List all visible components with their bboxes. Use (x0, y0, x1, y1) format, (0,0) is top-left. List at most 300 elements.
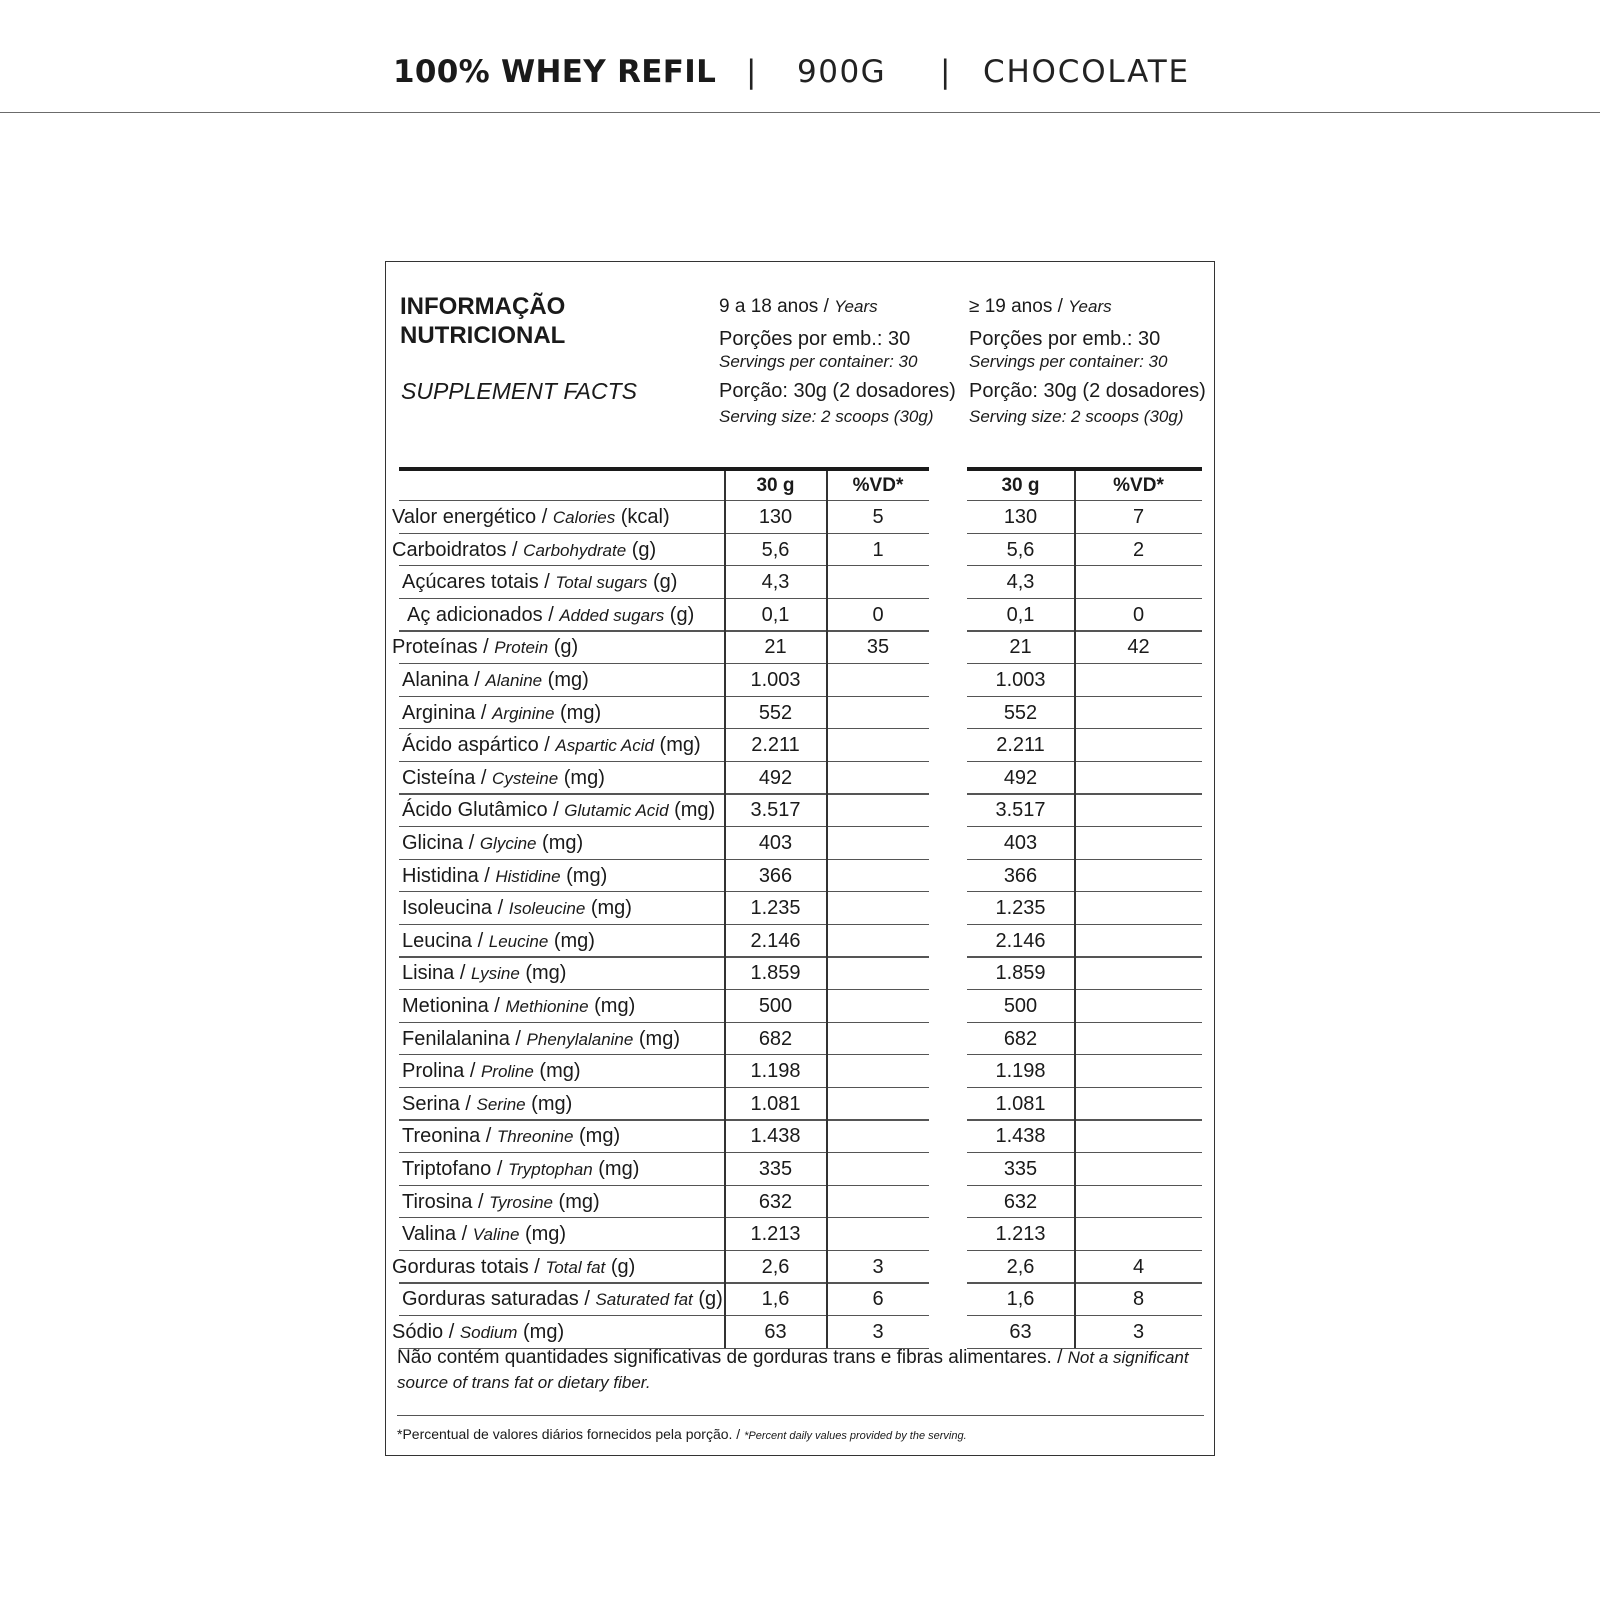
daily-value-cell: 7 (1132, 506, 1145, 528)
nutrient-unit: (mg) (585, 897, 632, 920)
daily-value-cell: 42 (1127, 636, 1150, 659)
label-title-line2: NUTRICIONAL (400, 322, 566, 349)
amount-cell: 500 (1003, 995, 1038, 1017)
nutrient-name (402, 1153, 639, 1186)
daily-value-cell (827, 1023, 929, 1056)
row-divider (967, 956, 1202, 957)
nutrient-name-en: Glycine (479, 834, 537, 853)
amount-cell: 1.438 (995, 1125, 1046, 1148)
amount-cell: 1.081 (995, 1092, 1046, 1115)
product-name: 100% WHEY REFIL (393, 54, 717, 90)
amount-cell: 21 (764, 636, 787, 659)
amount-cell: 0,1 (761, 603, 790, 626)
daily-value-cell (827, 762, 929, 795)
daily-value-cell: 3 (872, 1321, 884, 1343)
table-row (386, 1283, 1216, 1316)
nutrient-name-pt: Glicina / (402, 832, 480, 854)
amount-cell: 366 (758, 864, 793, 887)
nutrient-name-pt: Valor energético / (392, 506, 553, 528)
row-divider (967, 630, 1202, 631)
nutrient-name (392, 501, 670, 534)
amount-cell: 552 (758, 701, 793, 724)
nutrient-name (402, 729, 701, 762)
row-divider (967, 500, 1202, 501)
row-divider (967, 761, 1202, 762)
row-divider (399, 1250, 929, 1251)
column-divider (1074, 471, 1076, 1348)
daily-value-cell (827, 860, 929, 893)
nutrient-name-en: Methionine (505, 997, 589, 1016)
nutrient-unit: (g) (548, 636, 579, 659)
row-divider (399, 761, 929, 762)
nutrient-name-pt: Proteínas / (392, 636, 495, 659)
row-divider (967, 1054, 1202, 1055)
nutrient-unit: (mg) (654, 734, 701, 757)
amount-cell: 2.211 (751, 734, 800, 757)
daily-value-cell: 0 (872, 603, 884, 626)
nutrient-name-pt: Lisina / (402, 962, 471, 985)
amount-cell: 63 (764, 1321, 787, 1343)
portion-en: Serving size: 2 scoops (30g) (719, 407, 934, 426)
row-divider (967, 989, 1202, 990)
nutrient-name-pt: Isoleucina / (402, 897, 509, 920)
nutrient-name-pt: Cisteína / (402, 766, 493, 789)
nutrient-name-pt: Valina / (402, 1223, 473, 1246)
daily-value-cell (1075, 1218, 1202, 1251)
nutrient-name-pt: Alanina / (402, 669, 486, 691)
row-divider (967, 826, 1202, 827)
daily-value-cell (827, 664, 929, 697)
row-divider (399, 1087, 929, 1088)
amount-cell: 1,6 (1006, 1288, 1035, 1311)
daily-value-cell (827, 1218, 929, 1251)
amount-cell: 403 (1003, 832, 1038, 854)
amount-cell: 5,6 (1006, 538, 1035, 561)
ages-pt: 9 a 18 anos / (719, 296, 835, 317)
daily-value-cell (1075, 1055, 1202, 1088)
nutrient-name (402, 827, 583, 860)
servings-en: Servings per container: 30 (969, 352, 1168, 371)
page-header (0, 0, 1600, 113)
daily-value-cell (827, 1153, 929, 1186)
daily-value-cell: 3 (872, 1255, 884, 1278)
nutrient-unit: (mg) (554, 701, 602, 724)
amount-cell: 682 (1003, 1027, 1038, 1050)
row-divider (967, 924, 1202, 925)
row-divider (399, 859, 929, 860)
daily-value-cell (1075, 1023, 1202, 1056)
nutrient-name (402, 1186, 600, 1219)
nutrient-unit: (mg) (542, 669, 589, 691)
nutrient-unit: (mg) (588, 995, 636, 1017)
nutrient-name (402, 1023, 680, 1056)
nutrient-name (402, 860, 607, 893)
row-divider (399, 826, 929, 827)
table-row (386, 860, 1216, 893)
header-separator: | (746, 54, 757, 90)
table-row (386, 990, 1216, 1023)
nutrient-name (392, 1251, 635, 1284)
daily-value-cell: 3 (1132, 1321, 1145, 1343)
nutrient-unit: (mg) (525, 1092, 573, 1115)
nutrient-unit: (mg) (519, 1223, 567, 1246)
nutrient-name-pt: Treonina / (402, 1125, 497, 1148)
label-title-line1: INFORMAÇÃO (400, 293, 566, 320)
nutrient-name-en: Tyrosine (489, 1192, 553, 1212)
daily-value-cell (827, 827, 929, 860)
amount-cell: 3.517 (995, 799, 1046, 822)
row-divider (967, 793, 1202, 794)
row-divider (967, 1315, 1202, 1316)
col-header-amount: 30 g (756, 475, 795, 496)
row-divider (399, 663, 929, 664)
table-row (386, 1153, 1216, 1186)
column-divider (724, 471, 726, 1348)
servings-en: Servings per container: 30 (719, 352, 918, 371)
nutrient-name-pt: Tirosina / (402, 1190, 490, 1213)
daily-value-note (397, 1426, 967, 1442)
nutrient-name-en: Added sugars (559, 605, 665, 625)
row-divider (399, 565, 929, 566)
table-row (386, 599, 1216, 632)
nutrient-name-en: Saturated fat (595, 1290, 693, 1310)
amount-cell: 1.081 (750, 1092, 801, 1115)
amount-cell: 2.211 (996, 734, 1045, 757)
amount-cell: 682 (758, 1027, 793, 1050)
nutrient-name-en: Cysteine (492, 768, 559, 788)
nutrient-name-en: Arginine (492, 703, 555, 723)
nutrient-name-pt: Prolina / (402, 1060, 481, 1083)
daily-value-cell (827, 1186, 929, 1219)
row-divider (967, 663, 1202, 664)
table-top-rule (399, 467, 929, 471)
nutrient-name-pt: Arginina / (402, 701, 493, 724)
daily-value-cell: 8 (1132, 1288, 1145, 1311)
row-divider (399, 696, 929, 697)
amount-cell: 632 (1003, 1190, 1038, 1213)
row-divider (399, 1152, 929, 1153)
nutrient-name (402, 1120, 620, 1153)
amount-cell: 2,6 (761, 1255, 790, 1278)
portion-pt: Porção: 30g (2 dosadores) (719, 380, 956, 402)
daily-value-cell (1075, 827, 1202, 860)
row-divider (399, 1315, 929, 1316)
row-divider (967, 1087, 1202, 1088)
row-divider (399, 1022, 929, 1023)
product-weight: 900G (797, 54, 887, 90)
table-row (386, 729, 1216, 762)
nutrient-name-pt: Ácido Glutâmico / (402, 799, 565, 822)
daily-value-cell: 35 (866, 636, 890, 659)
group-ages (969, 296, 1112, 318)
nutrient-name-en: Lysine (470, 964, 520, 984)
amount-cell: 21 (1009, 636, 1032, 659)
row-divider (967, 1022, 1202, 1023)
amount-cell: 1,6 (761, 1288, 790, 1311)
row-divider (967, 1119, 1202, 1120)
nutrient-name (407, 599, 694, 632)
row-divider (399, 891, 929, 892)
nutrient-unit: (mg) (668, 799, 716, 822)
portion-en: Serving size: 2 scoops (30g) (969, 407, 1184, 426)
row-divider (399, 728, 929, 729)
amount-cell: 492 (758, 766, 793, 789)
header-separator: | (940, 54, 951, 90)
amount-cell: 1.198 (750, 1060, 801, 1083)
nutrient-name-en: Calories (552, 508, 616, 527)
row-divider (399, 924, 929, 925)
row-divider (399, 1282, 929, 1283)
amount-cell: 632 (758, 1190, 793, 1213)
ages-en: Years (1068, 297, 1112, 316)
amount-cell: 1.438 (750, 1125, 801, 1148)
nutrient-unit: (g) (692, 1288, 723, 1311)
row-divider (967, 728, 1202, 729)
nutrient-name-pt: Histidina / (402, 864, 496, 887)
nutrient-name-pt: Metionina / (402, 995, 506, 1017)
amount-cell: 1.213 (750, 1223, 801, 1246)
table-row (386, 1186, 1216, 1219)
daily-value-cell: 1 (872, 538, 884, 561)
nutrient-name-en: Serine (476, 1094, 526, 1114)
daily-value-cell (827, 566, 929, 599)
nutrient-name-pt: Gorduras totais / (392, 1255, 546, 1278)
daily-value-cell (1075, 990, 1202, 1023)
table-row (386, 697, 1216, 730)
amount-cell: 366 (1003, 864, 1038, 887)
amount-cell: 335 (758, 1158, 793, 1180)
amount-cell: 403 (758, 832, 793, 854)
amount-cell: 1.213 (995, 1223, 1046, 1246)
amount-cell: 1.235 (995, 897, 1046, 920)
product-flavor: CHOCOLATE (983, 54, 1190, 90)
row-divider (967, 1282, 1202, 1283)
daily-value-cell (827, 925, 929, 958)
daily-value-cell: 0 (1132, 603, 1145, 626)
nutrient-name-pt: Carboidratos / (392, 538, 524, 561)
nutrient-name-pt: Sódio / (392, 1321, 460, 1343)
nutrient-name (402, 566, 677, 599)
daily-value-cell (827, 1120, 929, 1153)
daily-value-cell (827, 957, 929, 990)
nutrient-name-en: Threonine (496, 1127, 574, 1147)
nutrient-name-pt: Serina / (402, 1092, 477, 1115)
col-header-dv: %VD* (852, 475, 904, 496)
row-divider (399, 793, 929, 794)
nutrient-unit: (kcal) (615, 506, 670, 528)
table-top-rule (967, 467, 1202, 471)
nutrient-name-en: Phenylalanine (526, 1029, 634, 1049)
table-row (386, 1088, 1216, 1121)
daily-value-cell (1075, 1153, 1202, 1186)
nutrient-unit: (mg) (519, 962, 567, 985)
daily-value-cell (1075, 566, 1202, 599)
table-row (386, 1055, 1216, 1088)
daily-value-cell (1075, 1088, 1202, 1121)
nutrient-name-en: Histidine (495, 866, 561, 886)
nutrient-name (402, 1055, 581, 1088)
daily-value-note-pt: *Percentual de valores diários fornecidos pela porção. (397, 1426, 733, 1442)
nutrient-unit: (g) (605, 1255, 636, 1278)
nutrition-label (385, 261, 1215, 1456)
amount-cell: 4,3 (1006, 571, 1035, 594)
daily-value-cell (1075, 697, 1202, 730)
label-title-pt (400, 292, 565, 350)
nutrient-unit: (g) (626, 538, 657, 561)
nutrient-unit: (g) (664, 603, 695, 626)
daily-value-note-en: *Percent daily values provided by the serving. (744, 1430, 967, 1442)
nutrient-name-pt: Gorduras saturadas / (402, 1288, 596, 1311)
daily-value-cell (1075, 664, 1202, 697)
daily-value-cell (827, 729, 929, 762)
nutrient-name-en: Proline (480, 1062, 534, 1082)
nutrient-name (402, 1283, 723, 1316)
nutrient-name-en: Protein (494, 638, 549, 658)
nutrient-name-en: Sodium (459, 1323, 518, 1342)
amount-cell: 2.146 (995, 929, 1046, 952)
daily-value-cell (1075, 860, 1202, 893)
nutrient-name (402, 1218, 566, 1251)
table-row (386, 1251, 1216, 1284)
nutrient-unit: (mg) (560, 864, 608, 887)
servings-pt: Porções por emb.: 30 (719, 328, 911, 350)
daily-value-cell (827, 1055, 929, 1088)
footnote-divider (397, 1415, 1204, 1416)
amount-cell: 5,6 (761, 538, 790, 561)
row-divider (967, 598, 1202, 599)
nutrient-name (392, 631, 578, 664)
nutrient-name (402, 892, 632, 925)
servings-pt: Porções por emb.: 30 (969, 328, 1161, 350)
nutrient-unit: (mg) (548, 929, 595, 952)
nutrient-unit: (mg) (573, 1125, 621, 1148)
amount-cell: 1.003 (995, 669, 1046, 691)
label-title-en: SUPPLEMENT FACTS (401, 378, 637, 404)
nutrient-name-en: Leucine (488, 931, 549, 951)
row-divider (399, 956, 929, 957)
amount-cell: 4,3 (761, 571, 790, 594)
table-row (386, 925, 1216, 958)
row-divider (967, 891, 1202, 892)
amount-cell: 63 (1009, 1321, 1032, 1343)
amount-cell: 130 (1003, 506, 1038, 528)
row-divider (399, 1054, 929, 1055)
nutrient-unit: (mg) (553, 1190, 600, 1213)
nutrient-unit: (mg) (517, 1321, 565, 1343)
table-row (386, 664, 1216, 697)
row-divider (399, 598, 929, 599)
amount-cell: 500 (758, 995, 793, 1017)
row-divider (967, 533, 1202, 534)
table-row (386, 1023, 1216, 1056)
nutrient-name-pt: Açúcares totais / (402, 571, 556, 594)
amount-cell: 1.859 (750, 962, 801, 985)
daily-value-cell (827, 697, 929, 730)
row-divider (967, 1250, 1202, 1251)
ages-en: Years (834, 297, 878, 316)
nutrient-name-pt: Aç adicionados / (407, 603, 560, 626)
nutrient-unit: (mg) (533, 1060, 581, 1083)
amount-cell: 2.146 (750, 929, 801, 952)
nutrient-name-pt: Ácido aspártico / (402, 734, 556, 757)
row-divider (399, 989, 929, 990)
table-row (386, 631, 1216, 664)
trans-fat-note-en: Not a significant source of trans fat or dietary fiber. (397, 1348, 1189, 1392)
table-row (386, 762, 1216, 795)
table-row (386, 1218, 1216, 1251)
table-row (386, 1120, 1216, 1153)
group-ages (719, 296, 878, 318)
nutrient-name-en: Isoleucine (508, 899, 586, 919)
row-divider (967, 696, 1202, 697)
amount-cell: 1.235 (750, 897, 801, 920)
daily-value-cell: 5 (872, 506, 884, 528)
row-divider (399, 533, 929, 534)
amount-cell: 130 (758, 506, 793, 528)
nutrient-name-en: Total sugars (555, 573, 648, 593)
row-divider (967, 1217, 1202, 1218)
daily-value-cell (1075, 1186, 1202, 1219)
table-row (386, 827, 1216, 860)
daily-value-cell (1075, 957, 1202, 990)
col-header-dv: %VD* (1113, 475, 1164, 496)
nutrient-unit: (g) (647, 571, 678, 594)
nutrient-unit: (mg) (633, 1027, 681, 1050)
row-divider (967, 859, 1202, 860)
nutrient-name (402, 762, 605, 795)
daily-value-cell: 2 (1132, 538, 1145, 561)
amount-cell: 1.003 (750, 669, 801, 691)
nutrient-name (392, 534, 656, 567)
nutrient-unit: (mg) (592, 1158, 640, 1180)
nutrient-unit: (mg) (536, 832, 584, 854)
row-divider (399, 630, 929, 631)
daily-value-cell (1075, 729, 1202, 762)
daily-value-cell (827, 1088, 929, 1121)
nutrient-name-en: Glutamic Acid (564, 801, 669, 821)
nutrient-name (402, 957, 566, 990)
table-row (386, 1316, 1216, 1349)
table-row (386, 534, 1216, 567)
nutrient-name-en: Aspartic Acid (555, 736, 654, 756)
daily-value-cell (1075, 1120, 1202, 1153)
row-divider (967, 1152, 1202, 1153)
trans-fat-note-pt: Não contém quantidades significativas de gorduras trans e fibras alimentares. / (397, 1347, 1068, 1368)
amount-cell: 1.859 (995, 962, 1046, 985)
nutrient-name (402, 1088, 572, 1121)
amount-cell: 335 (1003, 1158, 1038, 1180)
table-row (386, 501, 1216, 534)
nutrient-name-en: Carbohydrate (523, 540, 627, 560)
nutrient-name-pt: Leucina / (402, 929, 489, 952)
row-divider (967, 565, 1202, 566)
nutrient-unit: (mg) (558, 766, 605, 789)
nutrient-name-en: Alanine (485, 671, 543, 690)
nutrient-name (392, 1316, 564, 1349)
nutrient-name-pt: Triptofano / (402, 1158, 508, 1180)
row-divider (967, 1185, 1202, 1186)
daily-value-cell (827, 990, 929, 1023)
row-divider (399, 1217, 929, 1218)
row-divider (399, 1119, 929, 1120)
ages-pt: ≥ 19 anos / (969, 296, 1069, 317)
daily-value-cell (1075, 925, 1202, 958)
table-row (386, 794, 1216, 827)
amount-cell: 492 (1003, 766, 1038, 789)
daily-value-cell: 6 (872, 1288, 884, 1311)
nutrient-name (402, 990, 635, 1023)
table-row (386, 957, 1216, 990)
